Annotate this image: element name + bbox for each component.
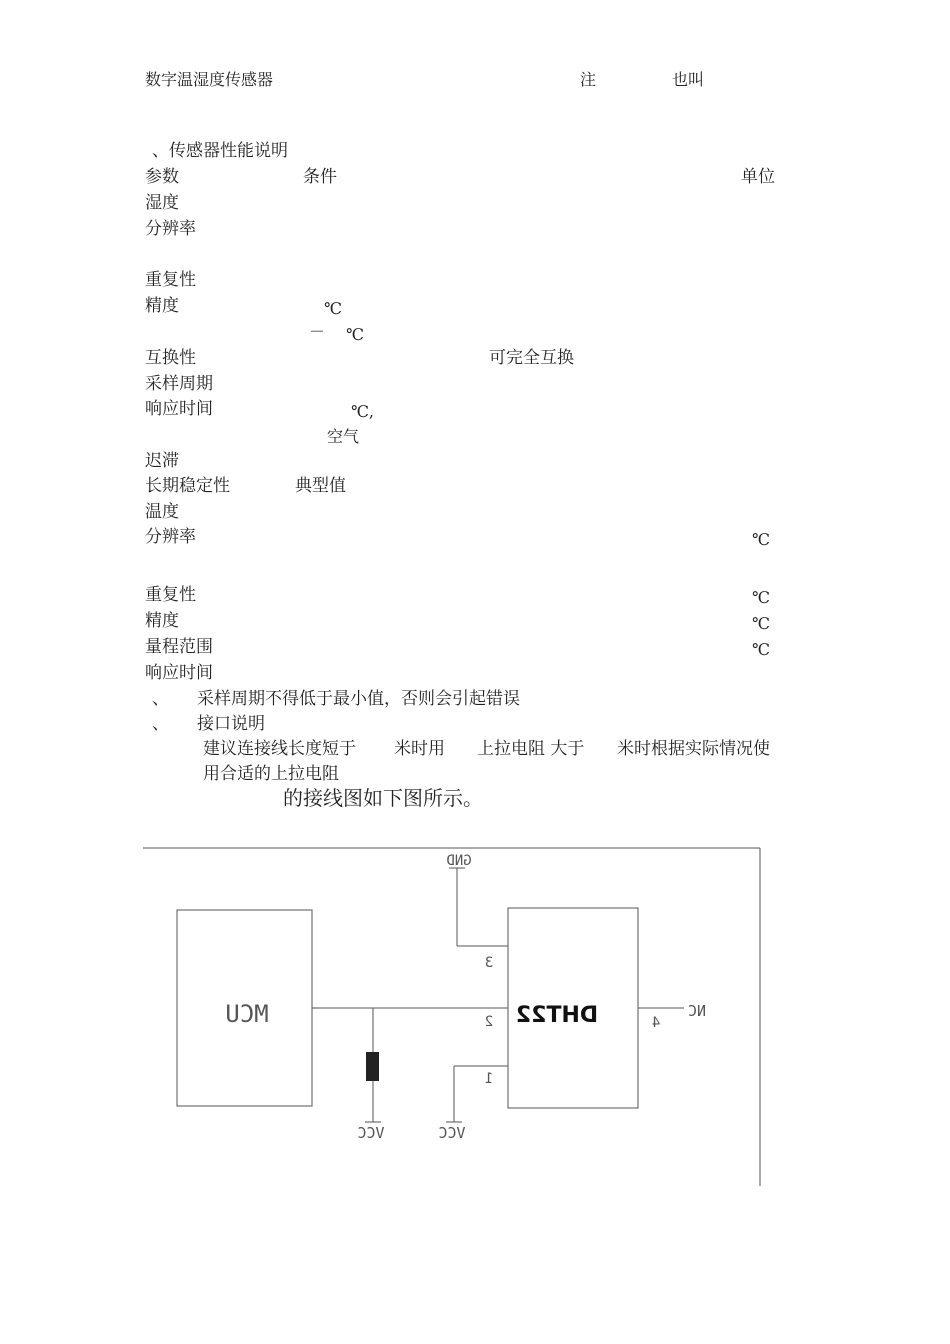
humidity-long-term-stability: 长期稳定性 xyxy=(145,476,230,496)
bullet-1: 、 xyxy=(152,689,169,709)
humidity-accuracy-cond2-dash: － xyxy=(309,322,326,341)
interface-p1-c: 上拉电阻 大于 xyxy=(477,739,585,759)
interface-p1-b: 米时用 xyxy=(394,739,445,759)
humidity-response-cond2: 空气 xyxy=(327,427,360,446)
humidity-interchangeability-value: 可完全互换 xyxy=(489,348,574,368)
header-note-1: 注 xyxy=(580,70,597,89)
humidity-response-time: 响应时间 xyxy=(145,399,213,419)
pin4-label: 4 xyxy=(651,1015,661,1031)
pin2-label: 2 xyxy=(484,1014,494,1030)
temperature-accuracy-unit: ℃ xyxy=(752,614,770,633)
interface-p1-d: 米时根据实际情况使 xyxy=(617,739,770,759)
vcc1-label: VCC xyxy=(357,1124,385,1142)
humidity-accuracy: 精度 xyxy=(145,296,179,316)
section-title: 、传感器性能说明 xyxy=(152,141,288,161)
nc-label: NC xyxy=(687,1002,707,1020)
pullup-resistor xyxy=(366,1052,379,1081)
pin3-label: 3 xyxy=(484,955,494,971)
temperature-repeatability: 重复性 xyxy=(145,585,196,605)
temperature-accuracy: 精度 xyxy=(145,611,179,631)
doc-title: 数字温湿度传感器 xyxy=(145,70,274,89)
humidity-accuracy-cond1: ℃ xyxy=(324,299,342,318)
humidity-repeatability: 重复性 xyxy=(145,270,196,290)
humidity-interchangeability: 互换性 xyxy=(145,348,196,368)
interface-p1-a: 建议连接线长度短于 xyxy=(203,739,356,759)
temperature-resolution-unit: ℃ xyxy=(752,530,770,549)
sampling-note: 采样周期不得低于最小值，否则会引起错误 xyxy=(197,689,520,709)
humidity-accuracy-cond2-unit: ℃ xyxy=(346,325,364,344)
humidity-hysteresis: 迟滞 xyxy=(145,451,179,471)
humidity-long-term-cond: 典型值 xyxy=(295,476,346,496)
temperature-response-time: 响应时间 xyxy=(145,663,213,683)
col-param: 参数 xyxy=(145,167,179,187)
chip-label: DHT22 xyxy=(515,1003,599,1028)
bullet-2: 、 xyxy=(152,714,169,734)
col-unit: 单位 xyxy=(741,167,775,187)
humidity-heading: 湿度 xyxy=(145,193,179,213)
temperature-range: 量程范围 xyxy=(145,637,213,657)
header-note-2: 也叫 xyxy=(672,70,705,89)
pin1-label: 1 xyxy=(484,1071,494,1087)
temperature-range-unit: ℃ xyxy=(752,640,770,659)
gnd-label: GND xyxy=(446,853,472,869)
vcc2-label: VCC xyxy=(438,1124,466,1142)
interface-p3: 的接线图如下图所示。 xyxy=(283,786,483,810)
interface-title: 接口说明 xyxy=(197,714,265,734)
interface-p2: 用合适的上拉电阻 xyxy=(203,764,339,784)
temperature-repeatability-unit: ℃ xyxy=(752,588,770,607)
humidity-resolution: 分辨率 xyxy=(145,219,196,239)
humidity-sampling-period: 采样周期 xyxy=(145,374,213,394)
temperature-heading: 温度 xyxy=(145,502,179,522)
col-condition: 条件 xyxy=(303,167,337,187)
temperature-resolution: 分辨率 xyxy=(145,527,196,547)
mcu-label: MCU xyxy=(225,1000,269,1028)
humidity-response-cond1: ℃, xyxy=(351,402,374,421)
